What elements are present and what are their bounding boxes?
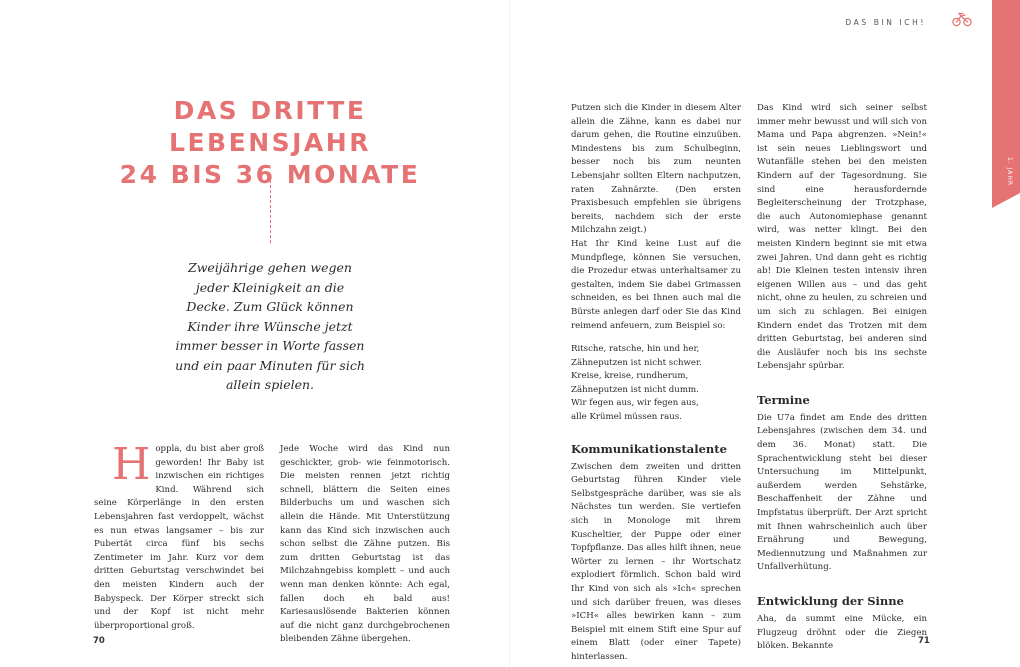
rhyme-line: Ritsche, ratsche, hin und her, [571,344,700,355]
rhyme [571,343,741,425]
paragraph: Putzen sich die Kinder in diesem Alter allein die Zähne, kann es dabei nur darum gehen, die Routine einzuüben. Mindestens bis zum Schulbeginn, besser noch bis zum neunten Lebensjahr sollten Eltern nachputzen, raten Zahnärzte. (Den ersten Praxisbesuch empfehlen sie übrigens bereits, nachdem sich der erste Milchzahn zeigt.) [571,103,741,236]
drop-cap: H [112,439,151,490]
text-column-1 [94,439,264,633]
rhyme-line: Zähneputzen ist nicht dumm. [571,384,699,395]
chapter-tab-label: 1. JAHR [1006,157,1013,187]
page-number-right: 71 [918,636,930,646]
text-column-4 [757,102,927,654]
paragraph: Zwischen dem zweiten und dritten Geburtstag führen Kinder viele Selbstgespräche darüber, was sie als Nächstes tun werden. Sie vertiefen sich in Monologe mit ihrem Kuscheltier, der Puppe oder einer Topfpflanze. Das alles hilft ihnen, neue Wörter zu lernen – ihr Wortschatz explodiert förmlich. Schon bald wird Ihr Kind von sich als »Ich« sprechen und sich darüber freuen, was dieses »ICH« alles bewirken kann – zum Beispiel mit einem Stift eine Spur auf einem Blatt (oder einer Tapete) hinterlassen. [571,461,741,662]
chapter-title-line-2: 24 BIS 36 MONATE [119,160,421,189]
subheading-termine: Termine [757,392,810,407]
rhyme-line: Wir fegen aus, wir fegen aus, [571,398,699,409]
chapter-title-line-1: DAS DRITTE LEBENSJAHR [169,96,371,157]
paragraph: Die U7a findet am Ende des dritten Lebensjahres (zwischen dem 34. und dem 36. Monat) statt. Die Sprachentwicklung steht bei dieser Untersuchung im Mittelpunkt, außerdem werden Sehstärke, Beschaffenheit der Zähne und Impfstatus überprüft. Der Arzt spricht mit Ihnen wahrscheinlich auch über Ernährung und Bewegung, Mediennutzung und Maßnahmen zur Unfallverhütung. [757,412,927,573]
paragraph: Hat Ihr Kind keine Lust auf die Mundpflege, können Sie versuchen, die Prozedur etwas unterhaltsamer zu gestalten, indem Sie dabei Grimassen schneiden, es bei Ihnen auch mal die Bürste anlegen darf oder Sie das Kind reimend anfeuern, zum Beispiel so: [571,238,741,331]
text-column-2 [280,443,450,647]
tricycle-icon [952,11,972,27]
paragraph: Aha, da summt eine Mücke, ein Flugzeug dröhnt oder die Ziegen blöken. Bekannte [757,614,927,652]
rhyme-line: Kreise, kreise, rundherum, [571,371,689,382]
dashed-divider [270,175,271,243]
subheading-kommunikation: Kommunikationstalente [571,441,727,456]
running-header: DAS BIN ICH! [845,18,926,27]
subheading-sinne: Entwicklung der Sinne [757,594,904,608]
paragraph: Das Kind wird sich seiner selbst immer mehr bewusst und will sich von Mama und Papa abgrenzen. »Nein!« ist sein neues Lieblingswort und Wutanfälle stehen bei den meisten Kindern auf der Tagesordnung. Sie sind eine herausfordernde Begleiterscheinung der Trotzphase, die auch Autonomiephase genannt wird, was netter klingt. Bei den meisten Kindern beginnt sie mit etwa zwei Jahren. Und dann geht es richtig ab! Die Kleinen testen intensiv ihren eigenen Willen aus – und das geht nicht, ohne zu heulen, zu schreien und um sich zu schlagen. Bei einigen Kindern endet das Trotzen mit dem dritten Geburtstag, bei anderen sind die Ausläufer noch bis ins sechste Lebensjahr spürbar. [757,103,927,372]
chapter-intro: Zweijährige gehen wegen jeder Kleinigkeit an die Decke. Zum Glück können Kinder ihre Wünsche jetzt immer besser in Worte fassen und ein paar Minuten für sich allein spielen. [175,260,365,392]
paragraph: Jede Woche wird das Kind nun geschickter, grob- wie feinmotorisch. Die meisten rennen jetzt richtig schnell, blättern die Seiten eines Bilderbuchs um und waschen sich allein die Hände. Mit Unterstützung kann das Kind sich inzwischen auch schon selbst die Zähne putzen. Bis zum dritten Geburtstag ist das Milchzahngebiss komplett – und auch wenn man denken könnte: Ach egal, fallen doch eh bald aus! Kariesauslösende Bakterien können auf die nicht ganz durchgebrochenen bleibenden Zähne übergehen. [280,444,450,645]
rhyme-line: Zähneputzen ist nicht schwer. [571,357,702,368]
paragraph: oppla, du bist aber groß geworden! Ihr Baby ist inzwischen ein richtiges Kind. Während sich seine Körperlänge in den ersten Lebensjahren fast verdoppelt, wächst es nun etwas langsamer – bis zur Pubertät circa fünf bis sechs Zentimeter im Jahr. Kurz vor dem dritten Geburtstag verschwindet bei den meisten Kindern auch der Babyspeck. Der Körper streckt sich und der Kopf ist nicht mehr überproportional groß. [94,444,264,631]
text-column-3 [571,102,741,665]
chapter-tab [992,0,1020,208]
rhyme-line: alle Krümel müssen raus. [571,412,682,423]
page-number-left: 70 [93,636,105,646]
